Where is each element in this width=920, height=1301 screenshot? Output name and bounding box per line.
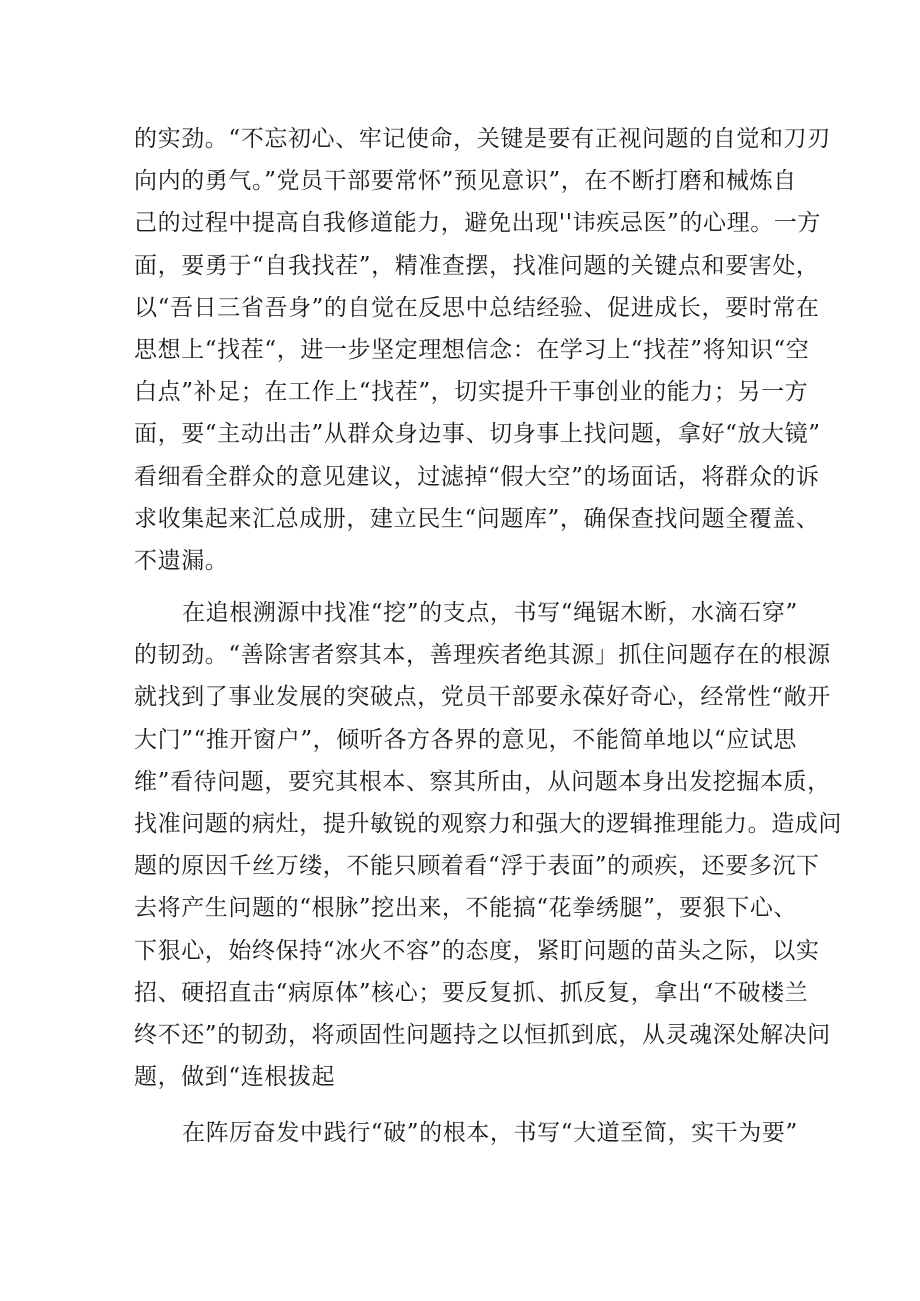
paragraph-line: 求收集起来汇总成册，建立民生“问题库”，确保查找问题全覆盖、 [134,505,820,532]
paragraph-line: 己的过程中提高自我修道能力，避免出现''讳疾忌医”的心理。一方 [134,210,822,237]
paragraph-line: 在追根溯源中找准“挖”的支点，书写“绳锯木断，水滴石穿” [182,600,798,627]
paragraph-line: 就找到了事业发展的突破点，党员干部要永葆好奇心，经常性“敞开 [134,684,831,711]
paragraph-line: 思想上“找茬“，进一步坚定理想信念：在学习上“找茬”将知识“空 [134,336,810,363]
paragraph-2 [134,592,842,1098]
paragraph-line: 看细看全群众的意见建议，过滤掉“假大空”的场面话，将群众的诉 [134,463,820,490]
paragraph-1 [134,118,831,582]
paragraph-line: 下狠心，始终保持“冰火不容”的态度，紧盯问题的苗头之际，以实 [134,937,820,964]
document-body [134,118,842,1155]
paragraph-line: 面，要勇于“自我找茬”，精准查摆，找准问题的关键点和要害处， [134,252,820,279]
paragraph-line: 的实劲。“不忘初心、牢记使命，关键是要有正视问题的自觉和刀刃 [134,126,831,152]
paragraph-line: 在阵厉奋发中践行“破”的根本，书写“大道至简，实干为要” [182,1120,798,1147]
paragraph-line: 白点”补足；在工作上“找茬”，切实提升干事创业的能力；另一方 [134,379,809,406]
paragraph-line: 的韧劲。“善除害者察其本，善理疾者绝其源」抓住问题存在的根源 [134,642,831,669]
paragraph-line: 找准问题的病灶，提升敏锐的观察力和强大的逻辑推理能力。造成问 [134,811,842,837]
paragraph-line: 题，做到“连根拔起 [134,1064,336,1091]
paragraph-line: 招、硬招直击“病原体”核心；要反复抓、抓反复，拿出“不破楼兰 [134,979,809,1006]
paragraph-line: 去将产生问题的“根脉”挖出来，不能搞“花拳绣腿”，要狠下心、 [134,895,798,922]
paragraph-line: 以“吾日三省吾身”的自觉在反思中总结经验、促进成长，要时常在 [134,294,820,321]
paragraph-line: 大门”“推开窗户”，倾听各方各界的意见，不能简单地以“应试思 [134,726,798,753]
paragraph-line: 不遗漏。 [134,547,229,574]
paragraph-3 [134,1112,798,1154]
paragraph-line: 向内的勇气。”党员干部要常怀”预见意识”，在不断打磨和械炼自 [134,168,797,195]
paragraph-line: 题的原因千丝万缕，不能只顾着看“浮于表面”的顽疾，还要多沉下 [134,853,820,880]
paragraph-line: 维”看待问题，要究其根本、察其所由，从问题本身出发挖掘本质， [134,768,831,795]
paragraph-line: 面，要“主动出击”从群众身边事、切身事上找问题，拿好“放大镜” [134,421,821,448]
paragraph-line: 终不还”的韧劲，将顽固性问题持之以恒抓到底，从灵魂深处解决问 [134,1021,831,1048]
